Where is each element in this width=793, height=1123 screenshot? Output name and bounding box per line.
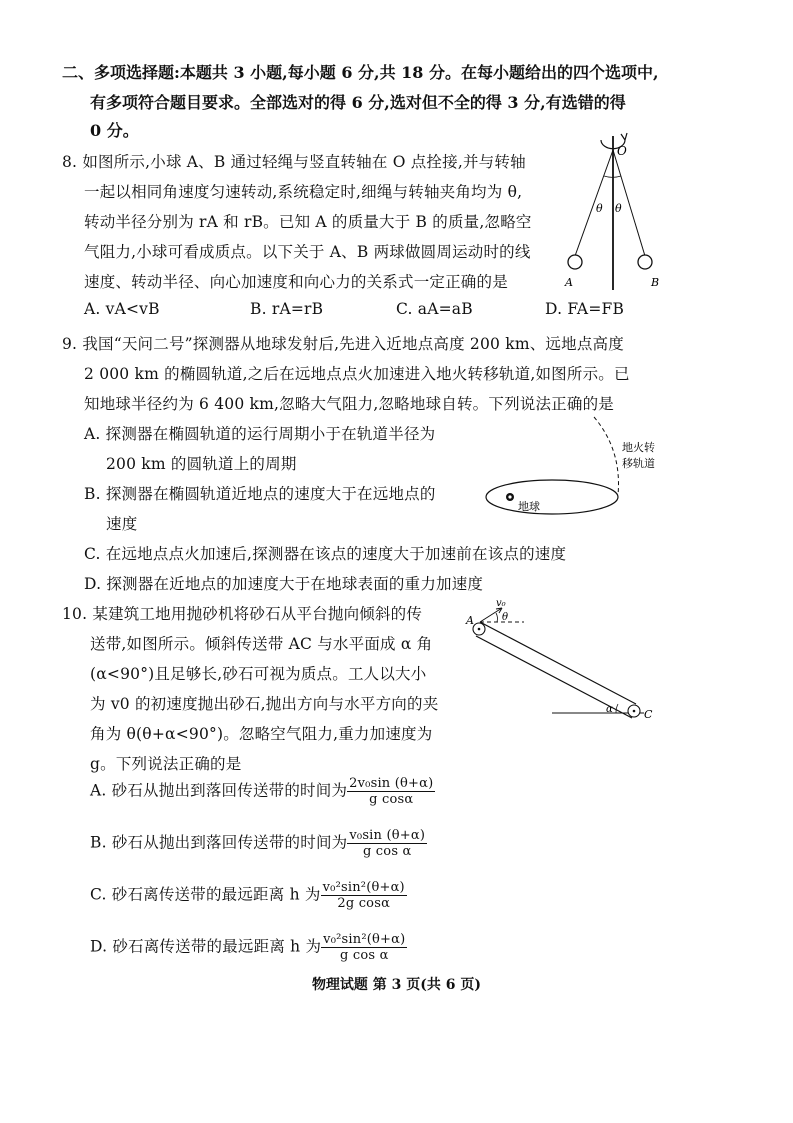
q8-line5: 速度、转动半径、向心加速度和向心力的关系式一定正确的是	[84, 273, 508, 291]
q9-option-c: C. 在远地点点火加速后,探测器在该点的速度大于加速前在该点的速度	[84, 545, 567, 563]
q9-line3: 知地球半径约为 6 400 km,忽略大气阻力,忽略地球自转。下列说法正确的是	[84, 395, 614, 413]
q10-option-b-fraction: $\frac{\text{v₀sin (θ+α)}}{\text{g cos α}}$	[349, 828, 426, 859]
section-title-line1: 二、多项选择题:本题共 3 小题,每小题 6 分,共 18 分。在每小题给出的四个选项中,	[62, 63, 659, 82]
q8-line3: 转动半径分别为 rA 和 rB。已知 A 的质量大于 B 的质量,忽略空	[84, 213, 532, 231]
q10-option-d: D. 砂石离传送带的最远距离 h 为 $\frac{\text{v₀²sin²(θ+α)}}{\text{g cos α}}$	[90, 932, 406, 963]
section-title-line2: 有多项符合题目要求。全部选对的得 6 分,选对但不全的得 3 分,有选错的得	[90, 93, 626, 112]
elliptical-orbit	[486, 480, 618, 514]
q8-option-b: B. rA=rB	[250, 300, 324, 318]
q9-line2: 2 000 km 的椭圆轨道,之后在远地点点火加速进入地火转移轨道,如图所示。已	[84, 365, 630, 383]
theta-label: θ	[502, 612, 509, 623]
q9-option-d: D. 探测器在近地点的加速度大于在地球表面的重力加速度	[84, 575, 484, 593]
velocity-arrow-icon	[480, 608, 502, 622]
q10-figure	[462, 598, 662, 728]
q8-line1: 8. 如图所示,小球 A、B 通过轻绳与竖直转轴在 O 点拴接,并与转轴	[62, 153, 526, 171]
q10-option-b: B. 砂石从抛出到落回传送带的时间为 $\frac{\text{v₀sin (θ+α)}}{\text{g cos α}}$	[90, 828, 426, 859]
q9-option-b-line2: 速度	[106, 515, 138, 533]
q8-figure	[555, 128, 675, 293]
q10-line3: (α<90°)且足够长,砂石可视为质点。工人以大小	[90, 665, 427, 683]
q10-line6: g。下列说法正确的是	[90, 755, 242, 773]
ball-a	[568, 255, 582, 269]
q9-line1: 9. 我国“天问二号”探测器从地球发射后,先进入近地点高度 200 km、远地点高度	[62, 335, 624, 353]
q10-line1: 10. 某建筑工地用抛砂机将砂石从平台抛向倾斜的传	[62, 605, 423, 623]
section-title-line3: 0 分。	[90, 121, 139, 140]
point-o-label: O	[617, 144, 627, 158]
point-a-label: A	[466, 614, 474, 627]
ball-a-label: A	[565, 276, 573, 289]
transfer-orbit-label-2: 移轨道	[622, 457, 655, 470]
q8-line4: 气阻力,小球可看成质点。以下关于 A、B 两球做圆周运动时的线	[84, 243, 531, 261]
theta-left-label: θ	[596, 202, 603, 215]
belt-top	[480, 622, 636, 704]
q10-option-c: C. 砂石离传送带的最远距离 h 为 $\frac{\text{v₀²sin²(θ+α)}}{\text{2g cosα}}$	[90, 880, 405, 911]
q9-option-b-line1: B. 探测器在椭圆轨道近地点的速度大于在远地点的	[84, 485, 436, 503]
q10-line2: 送带,如图所示。倾斜传送带 AC 与水平面成 α 角	[90, 635, 433, 653]
v0-label: v₀	[496, 598, 506, 609]
alpha-label: α	[606, 704, 613, 715]
transfer-orbit	[594, 417, 619, 495]
ball-b	[638, 255, 652, 269]
q10-line5: 角为 θ(θ+α<90°)。忽略空气阻力,重力加速度为	[90, 725, 433, 743]
q8-option-a: A. vA<vB	[84, 300, 160, 318]
q9-option-a-line2: 200 km 的圆轨道上的周期	[106, 455, 297, 473]
string-a	[575, 150, 613, 256]
q10-option-a: A. 砂石从抛出到落回传送带的时间为 $\frac{\text{2v₀sin (θ+α)}}{\text{g cosα}}$	[90, 776, 434, 807]
q10-option-a-fraction: $\frac{\text{2v₀sin (θ+α)}}{\text{g cosα}}$	[349, 776, 434, 807]
q10-line4: 为 v0 的初速度抛出砂石,抛出方向与水平方向的夹	[90, 695, 439, 713]
page-footer: 物理试题 第 3 页(共 6 页)	[311, 977, 482, 993]
q10-option-c-fraction: $\frac{\text{v₀²sin²(θ+α)}}{\text{2g cosα}}$	[322, 880, 405, 911]
q10-option-d-fraction: $\frac{\text{v₀²sin²(θ+α)}}{\text{g cos α}}$	[323, 932, 406, 963]
earth-label: 地球	[518, 500, 540, 513]
transfer-orbit-label-1: 地火转	[622, 441, 655, 454]
q8-option-d: D. FA=FB	[545, 300, 625, 318]
ball-b-label: B	[651, 276, 660, 289]
q8-option-c: C. aA=aB	[396, 300, 473, 318]
point-c-label: C	[644, 708, 653, 721]
q8-line2: 一起以相同角速度匀速转动,系统稳定时,细绳与转轴夹角均为 θ,	[84, 183, 523, 201]
q9-option-a-line1: A. 探测器在椭圆轨道的运行周期小于在轨道半径为	[84, 425, 436, 443]
q9-figure	[482, 415, 682, 525]
theta-right-label: θ	[615, 202, 622, 215]
